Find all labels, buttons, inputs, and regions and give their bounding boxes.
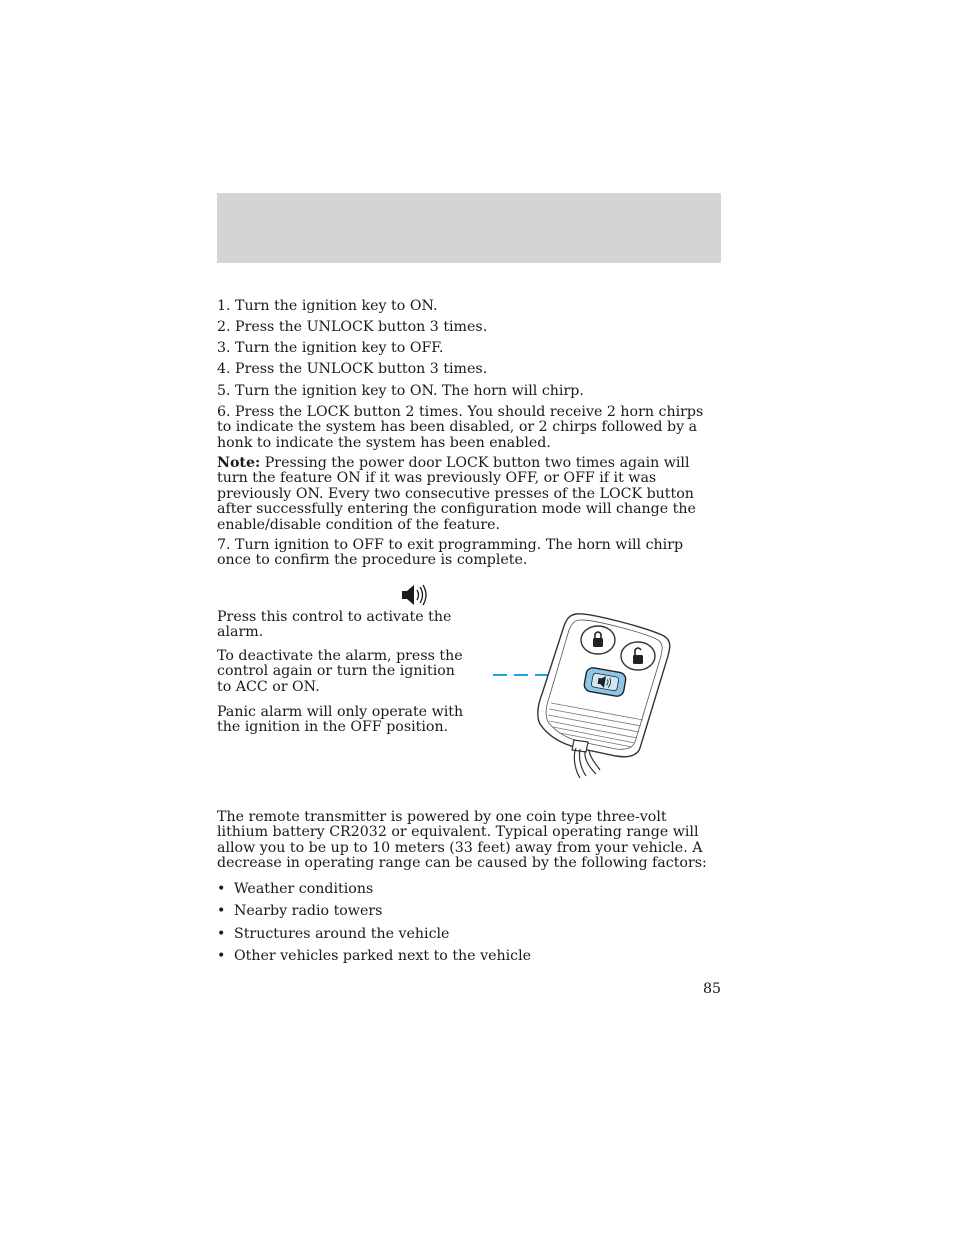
unlock-button-illustration	[621, 642, 655, 670]
factor-radio-towers: Nearby radio towers	[234, 903, 383, 919]
step-6: 6. Press the LOCK button 2 times. You should receive 2 horn chirps to indicate the system has been disabled, or 2 chirps followed by a honk to indicate the system has been enabled.	[217, 404, 704, 451]
lock-button-illustration	[581, 626, 615, 654]
step-4: 4. Press the UNLOCK button 3 times.	[217, 361, 488, 377]
note-text: Pressing the power door LOCK button two times again will turn the feature ON if it was previously OFF, or OFF if it was previously ON. Every two consecutive presses of the LOCK button after successfully entering the configuration mode will change the enable/disable condition of the feature.	[217, 455, 696, 533]
section-header-band	[217, 193, 721, 263]
bullet-icon: •	[217, 903, 226, 919]
factor-structures: Structures around the vehicle	[234, 926, 450, 942]
factor-weather: Weather conditions	[234, 881, 374, 897]
bullet-icon: •	[217, 926, 226, 942]
step-1: 1. Turn the ignition key to ON.	[217, 298, 438, 314]
panic-deactivate-text: To deactivate the alarm, press the control again or turn the ignition to ACC or ON.	[217, 648, 463, 695]
list-item	[217, 882, 373, 897]
step-3: 3. Turn the ignition key to OFF.	[217, 340, 444, 356]
bullet-icon: •	[217, 948, 226, 964]
speaker-icon	[400, 584, 428, 606]
list-item	[217, 927, 449, 942]
step-5: 5. Turn the ignition key to ON. The horn will chirp.	[217, 383, 584, 399]
list-item	[217, 949, 531, 964]
factor-other-vehicles: Other vehicles parked next to the vehicle	[234, 948, 532, 964]
list-item	[217, 904, 382, 919]
note-paragraph	[217, 456, 721, 533]
bullet-icon: •	[217, 881, 226, 897]
panic-activate-text: Press this control to activate the alarm.	[217, 609, 452, 641]
battery-paragraph: The remote transmitter is powered by one coin type three-volt lithium battery CR2032 or equivalent. Typical operating range will allow you to be up to 10 meters (33 feet) away from your vehicle. A decrease in operating range can be caused by the following factors:	[217, 809, 707, 872]
step-2: 2. Press the UNLOCK button 3 times.	[217, 319, 488, 335]
remote-key-fob-illustration	[488, 608, 678, 780]
note-label: Note:	[217, 455, 261, 471]
page-number: 85	[702, 981, 721, 997]
panic-off-position-text: Panic alarm will only operate with the ignition in the OFF position.	[217, 704, 464, 736]
step-7: 7. Turn ignition to OFF to exit programming. The horn will chirp once to confirm the procedure is complete.	[217, 537, 684, 569]
